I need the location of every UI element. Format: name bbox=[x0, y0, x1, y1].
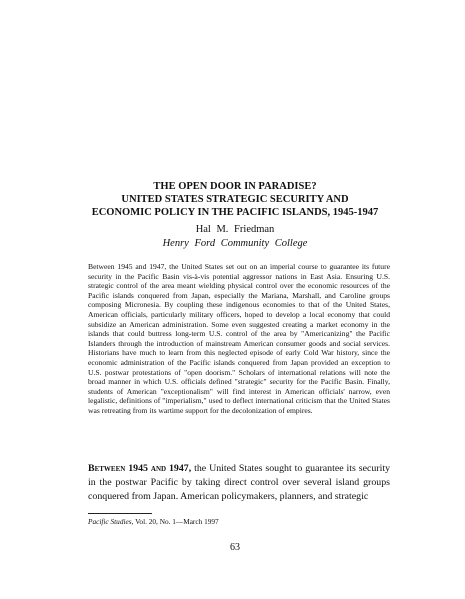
body-paragraph bbox=[88, 462, 390, 503]
article-title-line-1: THE OPEN DOOR IN PARADISE? bbox=[153, 181, 317, 192]
footnote-details: Vol. 20, No. 1—March 1997 bbox=[133, 517, 219, 526]
footnote bbox=[88, 517, 390, 526]
article-title-line-3: ECONOMIC POLICY IN THE PACIFIC ISLANDS, 1945-1947 bbox=[91, 207, 379, 218]
footnote-divider bbox=[88, 513, 152, 514]
footnote-journal: Pacific Studies, bbox=[88, 517, 134, 526]
abstract: Between 1945 and 1947, the United States set out on an imperial course to guarantee its future security in the Pacific Basin vis-à-vis potential aggressor nations in East Asia. Ensuring U.S. strategic control of the area meant wielding physical control over the economic resources of the Pacific islands conquered from Japan, especially the Mariana, Marshall, and Caroline groups composing Micronesia. By coupling these indigenous economies to that of the United States, American officials, particularly military officers, hoped to develop a local economy that could subsidize an American administration. Some even suggested creating a market economy in the islands that could buttress long-term U.S. control of the area by "Americanizing" the Pacific Islanders through the introduction of mainstream American consumer goods and social services. Historians have much to learn from this neglected episode of early Cold War history, since the economic administration of the Pacific islands conquered from Japan provided an exception to U.S. postwar protestations of "open doorism." Scholars of international relations will note the broad manner in which U.S. officials defined "strategic" security for the Pacific Basin. Finally, students of American "exceptionalism" will find interest in American officials' narrow, even legalistic, definitions of "imperialism," used to deflect international criticism that the United States was retreating from its wartime support for the decolonization of empires. bbox=[88, 262, 390, 415]
author-name: Hal M. Friedman bbox=[195, 224, 275, 235]
page-number: 63 bbox=[230, 542, 240, 553]
author-affiliation: Henry Ford Community College bbox=[162, 238, 308, 249]
article-title-line-2: UNITED STATES STRATEGIC SECURITY AND bbox=[121, 194, 349, 205]
body-lead-in: Between 1945 and 1947, bbox=[88, 463, 192, 474]
body-text: the United States sought to guarantee its security in the postwar Pacific by taking direct control over several island groups conquered from Japan. American policymakers, planners, and strategic bbox=[88, 463, 391, 502]
